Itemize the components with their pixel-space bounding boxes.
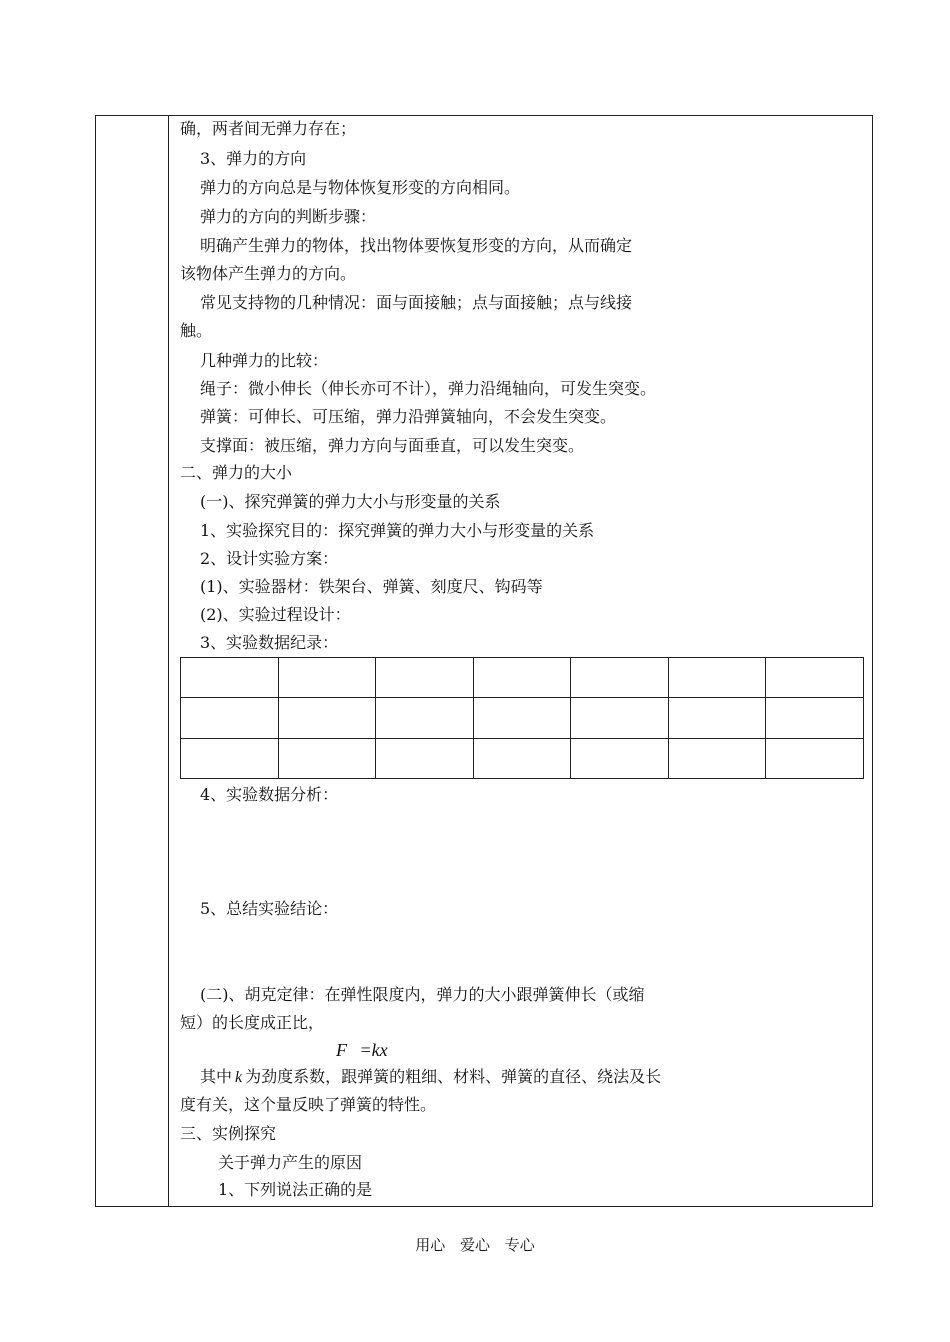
text-line: 绳子：微小伸长（伸长亦可不计），弹力沿绳轴向，可发生突变。 bbox=[200, 379, 657, 398]
table-cell bbox=[766, 698, 864, 738]
section-heading: 二、弹力的大小 bbox=[180, 463, 293, 482]
table-cell bbox=[181, 738, 279, 778]
text-line: 明确产生弹力的物体，找出物体要恢复形变的方向，从而确定 bbox=[200, 236, 633, 255]
table-cell bbox=[766, 658, 864, 698]
page-table bbox=[95, 115, 873, 1207]
formula-f: F bbox=[336, 1040, 347, 1060]
text-line: 弹力的方向的判断步骤： bbox=[200, 207, 377, 226]
table-cell bbox=[278, 698, 376, 738]
table-cell bbox=[376, 698, 474, 738]
table-cell bbox=[668, 698, 766, 738]
table-cell bbox=[473, 698, 571, 738]
section-heading: 三、实例探究 bbox=[180, 1124, 277, 1143]
k-symbol: k bbox=[235, 1069, 243, 1086]
where-rest: 为劲度系数，跟弹簧的粗细、材料、弹簧的直径、绕法及长 bbox=[245, 1067, 662, 1086]
text-line: 弹力的方向总是与物体恢复形变的方向相同。 bbox=[200, 178, 521, 197]
text-line bbox=[200, 1066, 661, 1089]
text-line: 该物体产生弹力的方向。 bbox=[180, 264, 357, 283]
table-row bbox=[181, 658, 864, 698]
table-cell bbox=[473, 738, 571, 778]
table-cell bbox=[376, 738, 474, 778]
text-line: 3、弹力的方向 bbox=[200, 149, 307, 168]
text-line: 支撑面：被压缩，弹力方向与面垂直，可以发生突变。 bbox=[200, 436, 585, 455]
text-line: 几种弹力的比较： bbox=[200, 351, 329, 370]
table-cell bbox=[376, 658, 474, 698]
text-line: 1、下列说法正确的是 bbox=[218, 1180, 373, 1199]
text-line: 触。 bbox=[180, 321, 213, 340]
hooke-formula bbox=[336, 1040, 388, 1061]
data-record-table bbox=[180, 657, 864, 779]
text-line: 确，两者间无弹力存在； bbox=[180, 119, 357, 138]
table-cell bbox=[668, 738, 766, 778]
text-line: (2)、实验过程设计： bbox=[200, 605, 351, 624]
table-cell bbox=[571, 698, 669, 738]
text-line: 弹簧：可伸长、可压缩，弹力沿弹簧轴向，不会发生突变。 bbox=[200, 407, 617, 426]
text-line: 3、实验数据纪录： bbox=[200, 633, 339, 652]
text-line: 关于弹力产生的原因 bbox=[218, 1153, 363, 1172]
text-line: (1)、实验器材：铁架台、弹簧、刻度尺、钩码等 bbox=[200, 577, 543, 596]
text-line: 1、实验探究目的：探究弹簧的弹力大小与形变量的关系 bbox=[200, 521, 595, 540]
table-row bbox=[181, 738, 864, 778]
text-line: 短）的长度成正比， bbox=[180, 1013, 325, 1032]
text-line: (一)、探究弹簧的弹力大小与形变量的关系 bbox=[200, 492, 501, 511]
table-row bbox=[181, 698, 864, 738]
text-line: 常见支持物的几种情况：面与面接触；点与面接触；点与线接 bbox=[200, 293, 633, 312]
text-line: (二)、胡克定律：在弹性限度内，弹力的大小跟弹簧伸长（或缩 bbox=[200, 985, 645, 1004]
content-cell bbox=[170, 116, 872, 1206]
table-cell bbox=[668, 658, 766, 698]
where-prefix: 其中 bbox=[200, 1067, 233, 1086]
table-cell bbox=[766, 738, 864, 778]
table-cell bbox=[473, 658, 571, 698]
text-line: 5、总结实验结论： bbox=[200, 899, 339, 918]
table-cell bbox=[278, 658, 376, 698]
table-cell bbox=[181, 698, 279, 738]
left-column bbox=[96, 116, 169, 1206]
table-cell bbox=[181, 658, 279, 698]
formula-kx: =kx bbox=[359, 1040, 388, 1060]
text-line: 度有关，这个量反映了弹簧的特性。 bbox=[180, 1095, 437, 1114]
page-footer: 用心 爱心 专心 bbox=[415, 1236, 535, 1254]
table-cell bbox=[278, 738, 376, 778]
text-line: 2、设计实验方案： bbox=[200, 549, 339, 568]
text-line: 4、实验数据分析： bbox=[200, 785, 339, 804]
table-cell bbox=[571, 738, 669, 778]
table-cell bbox=[571, 658, 669, 698]
